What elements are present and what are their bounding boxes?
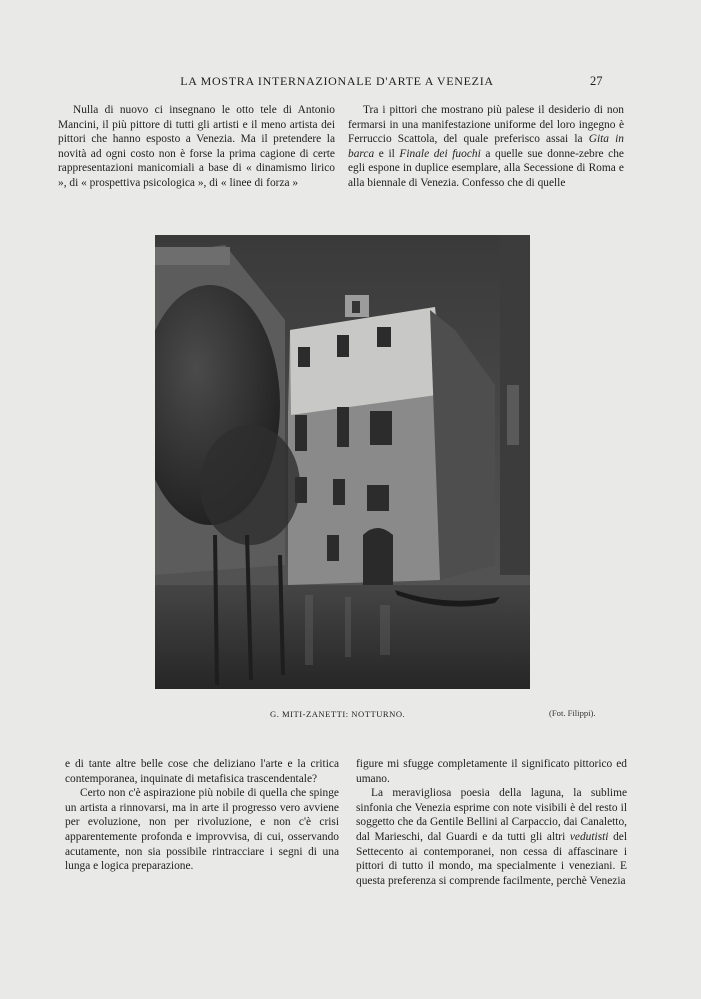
emphasized-term: vedutisti [569, 830, 609, 843]
photo-credit: (Fot. Filippi). [549, 708, 596, 718]
text-run: del Settecento ai contemporanei, non cessa di affascinare i pittori di tutto il mondo, ma specialmente i veneziani. E questa preferenza si comprende facilmente, perchè Venezia [356, 830, 627, 887]
figure-caption: G. MITI-ZANETTI: NOTTURNO. [270, 709, 406, 719]
text-run: Tra i pittori che mostrano più palese il desiderio di non fermarsi in una manifestazione uniforme del loro ingegno è Ferruccio Scattola, del quale preferisco assai la [348, 104, 624, 146]
artwork-title: Gita in barca [348, 133, 624, 160]
text-run: La meravigliosa poesia della laguna, la sublime sinfonia che Venezia esprime con note visibili è del resto il soggetto che da Gentile Bellini al Carpaccio, dai Canaletto, dal Marieschi, dal Guardi e da tutti gli altri [356, 787, 627, 843]
paragraph [348, 103, 624, 191]
text-run: e il [374, 147, 400, 160]
paragraph: Certo non c'è aspirazione più nobile di quella che spinge un artista a rinnovarsi, ma in arte il progresso vero avviene per evoluzione, non per rivoluzione, e non c'è crisi apparentemente profonda e improvvisa, di cui, osservando acutamente, non sia possibile rintracciare i segni di una lunga e logica preparazione. [65, 787, 339, 873]
running-title: LA MOSTRA INTERNAZIONALE D'ARTE A VENEZIA [180, 74, 494, 88]
paragraph: figure mi sfugge completamente il significato pittorico ed umano. [356, 758, 627, 785]
text-run: a quelle sue donne-zebre che egli espone in duplice esemplare, alla Secessione di Roma e alla biennale di Venezia. Confesso che di quelle [348, 147, 624, 189]
paragraph: e di tante altre belle cose che deliziano l'arte e la critica contemporanea, inquinate di metafisica trascendentale? [65, 758, 339, 785]
painting-reproduction [155, 235, 530, 689]
page-number: 27 [590, 74, 603, 88]
text-column-top-right [348, 103, 624, 191]
artwork-title: Finale dei fuochi [399, 147, 481, 160]
venice-canal-nocturne-image [155, 235, 530, 689]
text-column-top-left [58, 103, 335, 191]
text-column-bottom-left [65, 757, 339, 874]
paragraph [356, 786, 627, 888]
paragraph: Nulla di nuovo ci insegnano le otto tele di Antonio Mancini, il più pittore di tutti gli artisti e il meno artista dei pittori che hanno esposto a Venezia. Ma il pretendere la novità ad ogni costo non è forse la prima cagione di certe rappresentazioni manicomiali a base di « dinamismo lirico », di « prospettiva psicologica », di « linee di forza » [58, 104, 335, 189]
text-column-bottom-right [356, 757, 627, 888]
